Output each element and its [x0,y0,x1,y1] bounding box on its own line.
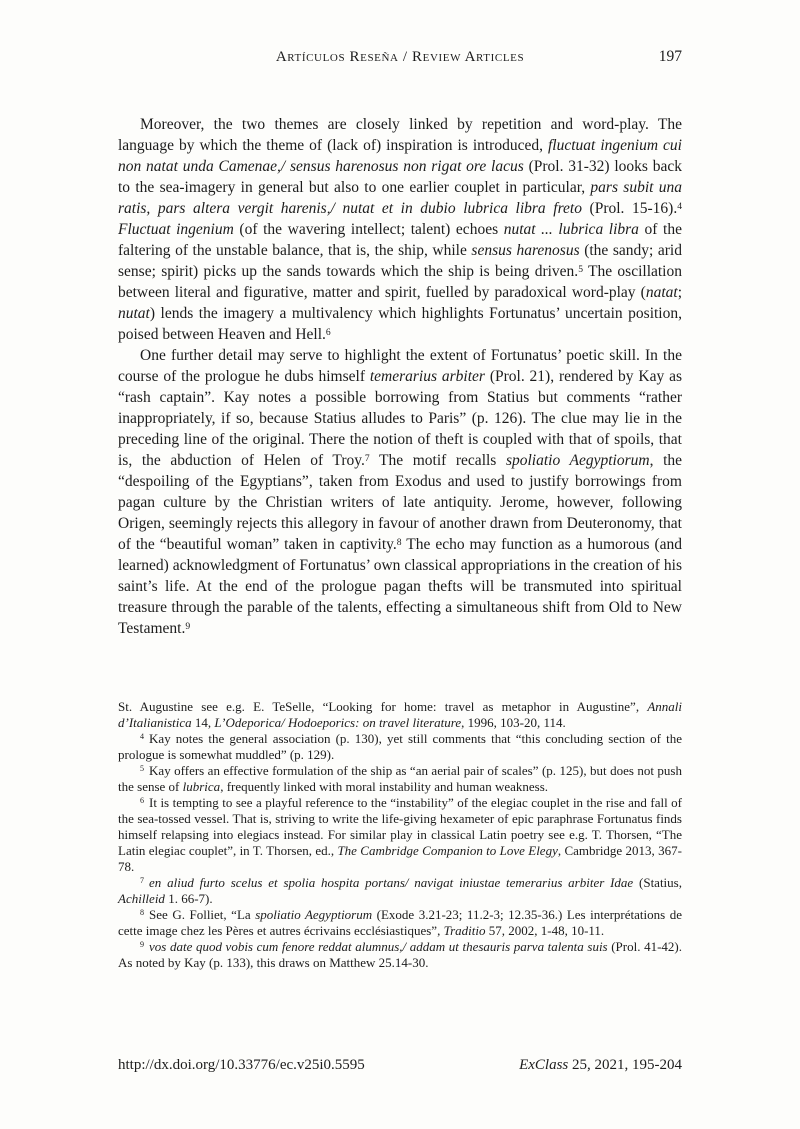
body-paragraph-1: Moreover, the two themes are closely linked by repetition and word-play. The language by which the theme of (lack of) inspiration is introduced, fluctuat ingenium cui non natat unda Camenae,/ sensus harenosus non rigat ore lacus (Prol. 31-32) looks back to the sea-imagery in general but also to one earlier couplet in particular, pars subit una ratis, pars altera vergit harenis,/ nutat et in dubio lubrica libra freto (Prol. 15-16).$^4$ Fluctuat ingenium (of the wavering intellect; talent) echoes nutat ... lubrica libra of the faltering of the unstable balance, that is, the ship, while sensus harenosus (the sandy; arid sense; spirit) picks up the sands towards which the ship is being driven.$^5$ The oscillation between literal and figurative, matter and spirit, fuelled by paradoxical word-play (natat; nutat) lends the imagery a multivalency which highlights Fortunatus’ uncertain position, poised between Heaven and Hell.$^6$ [118,116,682,343]
footnote-5: $^5$ Kay offers an effective formulation of the ship as “an aerial pair of scales” (p. 125), but does not push the sense of lubrica, frequently linked with moral instability and human weakness. [118,763,682,794]
body-paragraph-2: One further detail may serve to highlight the extent of Fortunatus’ poetic skill. In the course of the prologue he dubs himself temerarius arbiter (Prol. 21), rendered by Kay as “rash captain”. Kay notes a possible borrowing from Statius but comments “rather inappropriately, if so, because Statius alludes to Paris” (p. 126). The clue may lie in the preceding line of the original. There the notion of theft is coupled with that of spoils, that is, the abduction of Helen of Troy.$^7$ The motif recalls spoliatio Aegyptiorum, the “despoiling of the Egyptians”, taken from Exodus and used to justify borrowings from pagan culture by the Christian writers of late antiquity. Jerome, however, following Origen, seemingly rejects this allegory in favour of another drawn from Deuteronomy, that of the “beautiful woman” taken in captivity.$^8$ The echo may function as a humorous (and learned) acknowledgment of Fortunatus’ own classical appropriations in the creation of his saint’s life. At the end of the prologue pagan thefts will be transmuted into spiritual treasure through the parable of the talents, effecting a simultaneous shift from Old to New Testament.$^9$ [118,347,683,637]
page-footer [118,1057,682,1074]
footnote-4: $^4$ Kay notes the general association (p. 130), yet still comments that “this concluding section of the prologue is somewhat muddled” (p. 129). [118,731,682,762]
running-title: Artículos Reseña / Review Articles [275,49,525,65]
footnote-8: $^8$ See G. Folliet, “La spoliatio Aegyptiorum (Exode 3.21-23; 11.2-3; 12.35-36.) Les interprétations de cette image chez les Pères et autres écrivains ecclésiastiques”, Traditio 57, 2002, 1-48, 10-11. [118,907,682,938]
footnotes-block [118,699,682,971]
footnote-9: $^9$ vos date quod vobis cum fenore reddat alumnus,/ addam ut thesauris parva talenta suis (Prol. 41-42). As noted by Kay (p. 133), this draws on Matthew 25.14-30. [118,939,682,970]
article-body [118,114,682,639]
footnote-7: $^7$ en aliud furto scelus et spolia hospita portans/ navigat iniustae temerarius arbiter Idae (Statius, Achilleid 1. 66-7). [118,875,682,906]
footnote-continuation: St. Augustine see e.g. E. TeSelle, “Looking for home: travel as metaphor in Augustine”, Annali d’Italianistica 14, L’Odeporica/ Hodoeporics: on travel literature, 1996, 103-20, 114. [118,699,682,730]
page-number: 197 [658,48,682,65]
doi-link[interactable]: http://dx.doi.org/10.33776/ec.v25i0.5595 [118,1057,365,1073]
journal-reference: ExClass 25, 2021, 195-204 [519,1057,682,1073]
footnote-6: $^6$ It is tempting to see a playful reference to the “instability” of the elegiac couplet in the rise and fall of the sea-tossed vessel. That is, striving to write the life-giving hexameter of epic paraphrase Fortunatus finds himself relapsing into elegiacs instead. For similar play in classical Latin poetry see e.g. T. Thorsen, “The Latin elegiac couplet”, in T. Thorsen, ed., The Cambridge Companion to Love Elegy, Cambridge 2013, 367-78. [118,795,682,874]
running-head [118,48,682,66]
